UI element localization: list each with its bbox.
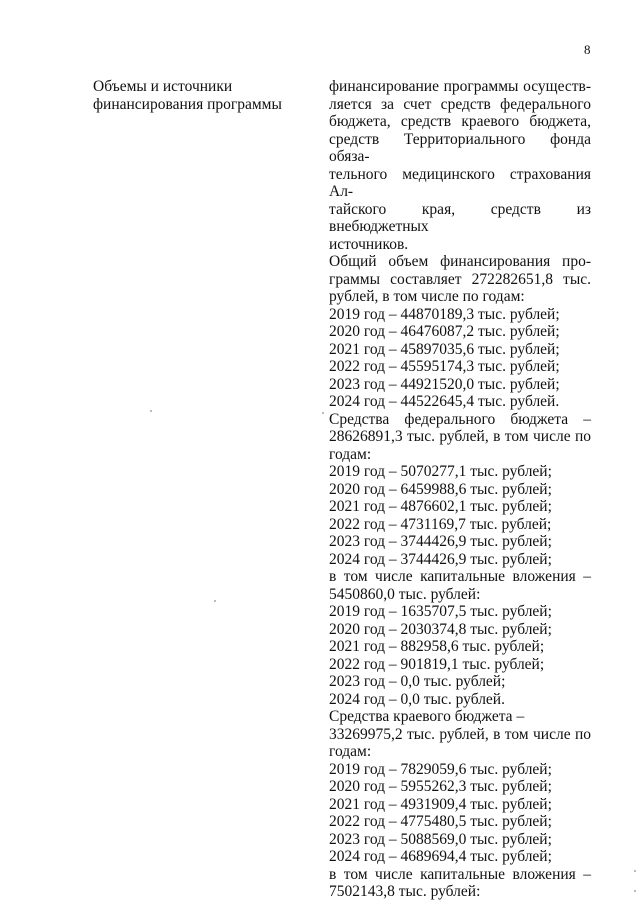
text-line: рублей, в том числе по годам: [329, 288, 525, 305]
scan-speck [322, 412, 324, 414]
text-line: 28626891,3 тыс. рублей, в том числе по [329, 428, 591, 445]
text-line: 7502143,8 тыс. рублей: [329, 883, 481, 900]
year-line: 2020 год – 46476087,2 тыс. рублей; [329, 323, 560, 340]
year-line: 2024 год – 3744426,9 тыс. рублей; [329, 550, 552, 568]
text-line: бюджета, средств краевого бюджета, [329, 113, 591, 130]
year-line: 2019 год – 1635707,5 тыс. рублей; [329, 603, 552, 620]
text-line: ляется за счет средств федерального [329, 95, 591, 113]
federal-years-list [329, 463, 591, 568]
text-line: Средства краевого бюджета – [329, 708, 525, 725]
federal-capital-years-list [329, 603, 591, 708]
text-line: в том числе капитальные вложения – [329, 865, 591, 883]
year-line: 2021 год – 4876602,1 тыс. рублей; [329, 498, 552, 515]
regional-paragraph [329, 708, 591, 761]
text-line: годам: [329, 743, 372, 760]
intro-paragraph [329, 78, 591, 253]
scan-speck [634, 870, 636, 872]
year-line: 2024 год – 4689694,4 тыс. рублей; [329, 848, 552, 865]
text-line: источников. [329, 235, 409, 253]
text-line: 5450860,0 тыс. рублей: [329, 585, 481, 603]
text-line: годам: [329, 445, 372, 463]
section-label-line: финансирования программы [93, 95, 282, 113]
year-line: 2023 год – 44921520,0 тыс. рублей; [329, 375, 560, 393]
text-line: в том числе капитальные вложения – [329, 568, 591, 585]
year-line: 2020 год – 6459988,6 тыс. рублей; [329, 480, 552, 498]
year-line: 2023 год – 0,0 тыс. рублей; [329, 673, 506, 690]
year-line: 2019 год – 44870189,3 тыс. рублей; [329, 305, 560, 323]
year-line: 2021 год – 4931909,4 тыс. рублей; [329, 795, 552, 813]
text-line: тайского края, средств из внебюджетных [329, 200, 591, 235]
year-line: 2021 год – 882958,6 тыс. рублей; [329, 638, 545, 655]
financing-description [329, 78, 591, 901]
total-paragraph [329, 253, 591, 306]
scan-speck [214, 600, 216, 602]
year-line: 2023 год – 5088569,0 тыс. рублей; [329, 830, 552, 848]
year-line: 2022 год – 4731169,7 тыс. рублей; [329, 515, 552, 533]
text-line: финансирование программы осуществ- [329, 78, 591, 95]
year-line: 2019 год – 5070277,1 тыс. рублей; [329, 463, 552, 480]
page-number: 8 [584, 42, 591, 57]
text-line: Средства федерального бюджета – [329, 410, 591, 428]
year-line: 2024 год – 0,0 тыс. рублей. [329, 690, 505, 708]
regional-capital-paragraph [329, 866, 591, 901]
year-line: 2023 год – 3744426,9 тыс. рублей; [329, 533, 552, 550]
year-line: 2021 год – 45897035,6 тыс. рублей; [329, 340, 560, 358]
year-line: 2019 год – 7829059,6 тыс. рублей; [329, 760, 552, 778]
year-line: 2020 год – 2030374,8 тыс. рублей; [329, 620, 552, 638]
text-line: средств Территориального фонда обяза- [329, 130, 591, 165]
text-line: 33269975,2 тыс. рублей, в том числе по [329, 725, 591, 743]
section-label-line: Объемы и источники [93, 78, 233, 95]
scan-speck [150, 410, 152, 412]
year-line: 2020 год – 5955262,3 тыс. рублей; [329, 778, 552, 795]
regional-years-list [329, 761, 591, 866]
text-line: Общий объем финансирования про- [329, 253, 591, 270]
year-line: 2024 год – 44522645,4 тыс. рублей. [329, 393, 560, 410]
text-line: тельного медицинского страхования Ал- [329, 165, 591, 200]
federal-paragraph [329, 411, 591, 464]
text-line: граммы составляет 272282651,8 тыс. [329, 270, 591, 288]
federal-capital-paragraph [329, 568, 591, 603]
year-line: 2022 год – 901819,1 тыс. рублей; [329, 655, 545, 673]
year-line: 2022 год – 45595174,3 тыс. рублей; [329, 358, 560, 375]
scan-speck [634, 890, 636, 892]
year-line: 2022 год – 4775480,5 тыс. рублей; [329, 813, 552, 830]
total-years-list [329, 306, 591, 411]
section-label [93, 78, 293, 113]
